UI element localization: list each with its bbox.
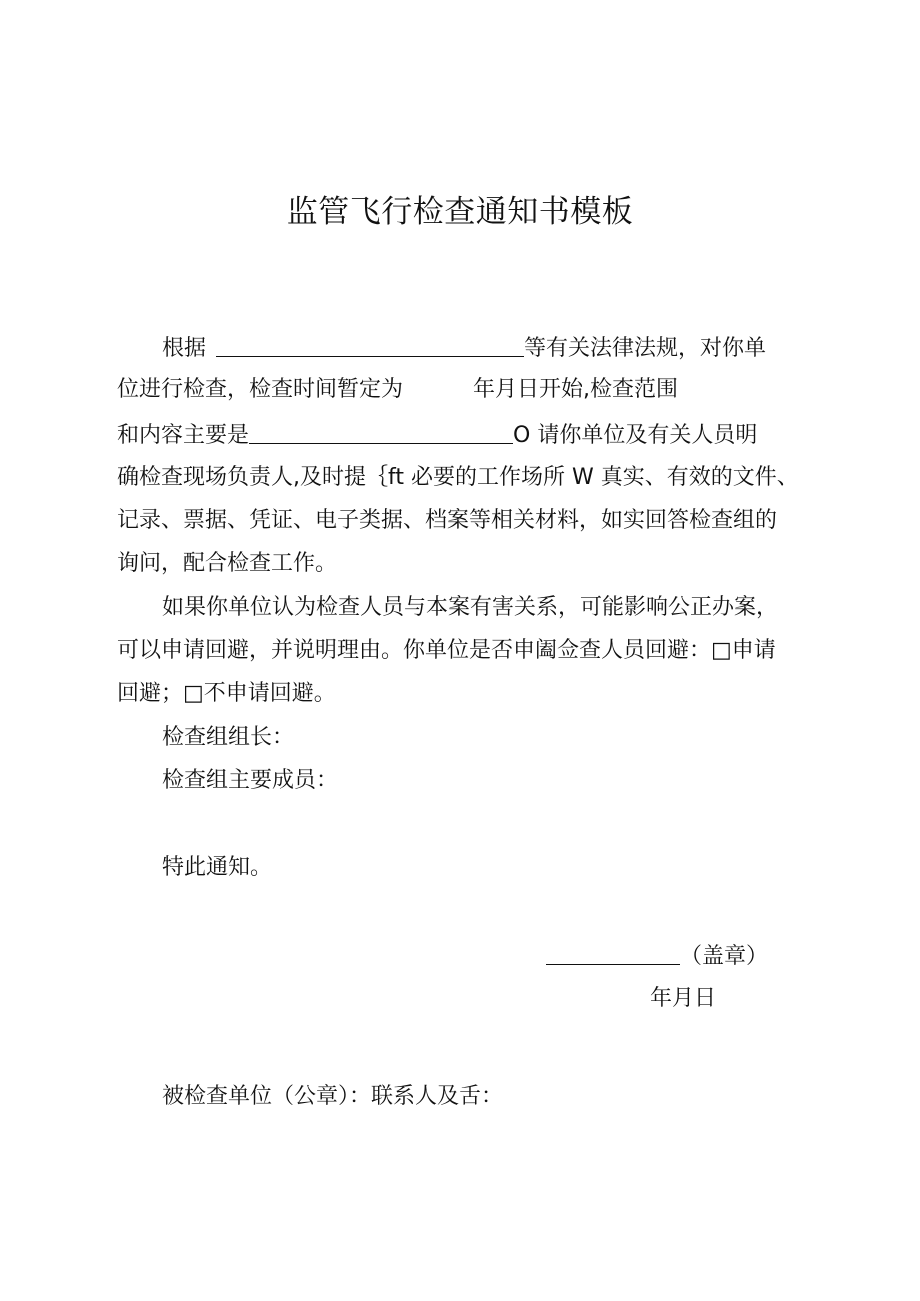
text-laws-after: 等有关法律法规，对你单 xyxy=(524,336,767,361)
page-title: 监管飞行检查通知书模板 xyxy=(286,194,634,230)
body-line-2 xyxy=(117,375,678,405)
team-members-label: 检查组主要成员： xyxy=(162,768,339,793)
body-line-3 xyxy=(117,419,757,451)
inspected-unit-label: 被检查单位（公章）：联系人及舌： xyxy=(162,1084,504,1109)
body-line-9: 回避；□不申请回避。 xyxy=(117,681,336,706)
notice-text: 特此通知。 xyxy=(162,855,273,880)
body-line-7: 如果你单位认为检查人员与本案有害关系，可能影响公正办案， xyxy=(162,595,779,620)
body-line-5: 记录、票据、凭证、电子类据、档案等相关材料，如实回答检查组的 xyxy=(117,508,778,533)
signature-date: 年月日 xyxy=(650,986,717,1011)
body-line-8: 可以申请回避，并说明理由。你单位是否申阖佥查人员回避：□申请 xyxy=(117,638,776,663)
text-scope-after: O 请你单位及有关人员明 xyxy=(513,423,758,448)
text-basis: 根据 xyxy=(162,336,207,361)
body-line-4: 确检查现场负责人,及时提｛ft 必要的工作场所 W 真实、有效的文件、 xyxy=(117,465,799,490)
text-inspect-time: 位进行检查，检查时间暂定为 xyxy=(117,377,404,402)
body-line-6: 询问，配合检查工作。 xyxy=(117,551,338,576)
blank-seal xyxy=(546,940,680,965)
blank-laws xyxy=(216,332,524,357)
seal-label: （盖章） xyxy=(680,944,769,969)
blank-scope xyxy=(249,419,513,444)
team-leader-label: 检查组组长： xyxy=(162,725,295,750)
text-start-date: 年月日开始,检查范围 xyxy=(473,377,679,402)
seal-line xyxy=(546,940,768,972)
text-scope: 和内容主要是 xyxy=(117,423,250,448)
body-line-1 xyxy=(162,332,766,364)
